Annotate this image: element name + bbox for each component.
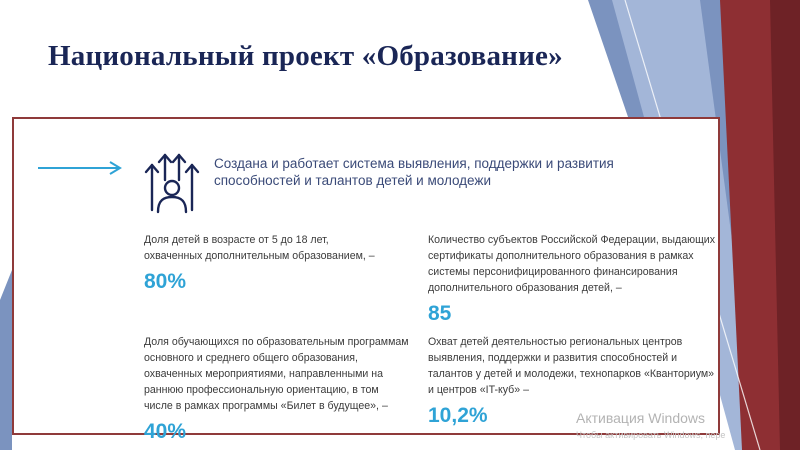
windows-activation-watermark: Активация Windows: [576, 410, 706, 426]
stat-label: Доля детей в возрасте от 5 до 18 лет, охваченных дополнительным образованием, –: [144, 234, 375, 262]
stat-label: Охват детей деятельностью региональных центров выявления, поддержки и развития способностей и талантов у детей и молодежи, технопарков «Кванториум» и центров «IT-куб» –: [428, 336, 715, 396]
slide-title: Национальный проект «Образование»: [48, 40, 563, 72]
windows-activation-hint: Чтобы активировать Windows, пере: [576, 430, 726, 440]
stat-block: [428, 232, 718, 326]
people-growth-icon: [142, 150, 202, 216]
stat-value: 10,2%: [428, 404, 488, 427]
panel-headline: Создана и работает система выявления, поддержки и развития способностей и талантов детей и молодежи: [214, 156, 614, 188]
stat-label: Доля обучающихся по образовательным программам основного и среднего общего образования, охваченных мероприятиями, направленными на раннюю профессиональную ориентацию, в том числе в рамках программы «Билет в будущее», –: [144, 336, 409, 412]
stat-value: 80%: [144, 270, 187, 293]
stat-label: Количество субъектов Российской Федерации, выдающих сертификаты дополнительного образования в рамках системы персонифицированного финансирования дополнительного образования детей, –: [428, 234, 715, 294]
stat-value: 85: [428, 302, 452, 325]
arrow-right-icon: [38, 161, 124, 175]
stat-block: [144, 232, 384, 294]
stat-block: [144, 334, 409, 444]
stat-value: 40%: [144, 420, 187, 443]
decor-left-strip: [0, 270, 12, 450]
